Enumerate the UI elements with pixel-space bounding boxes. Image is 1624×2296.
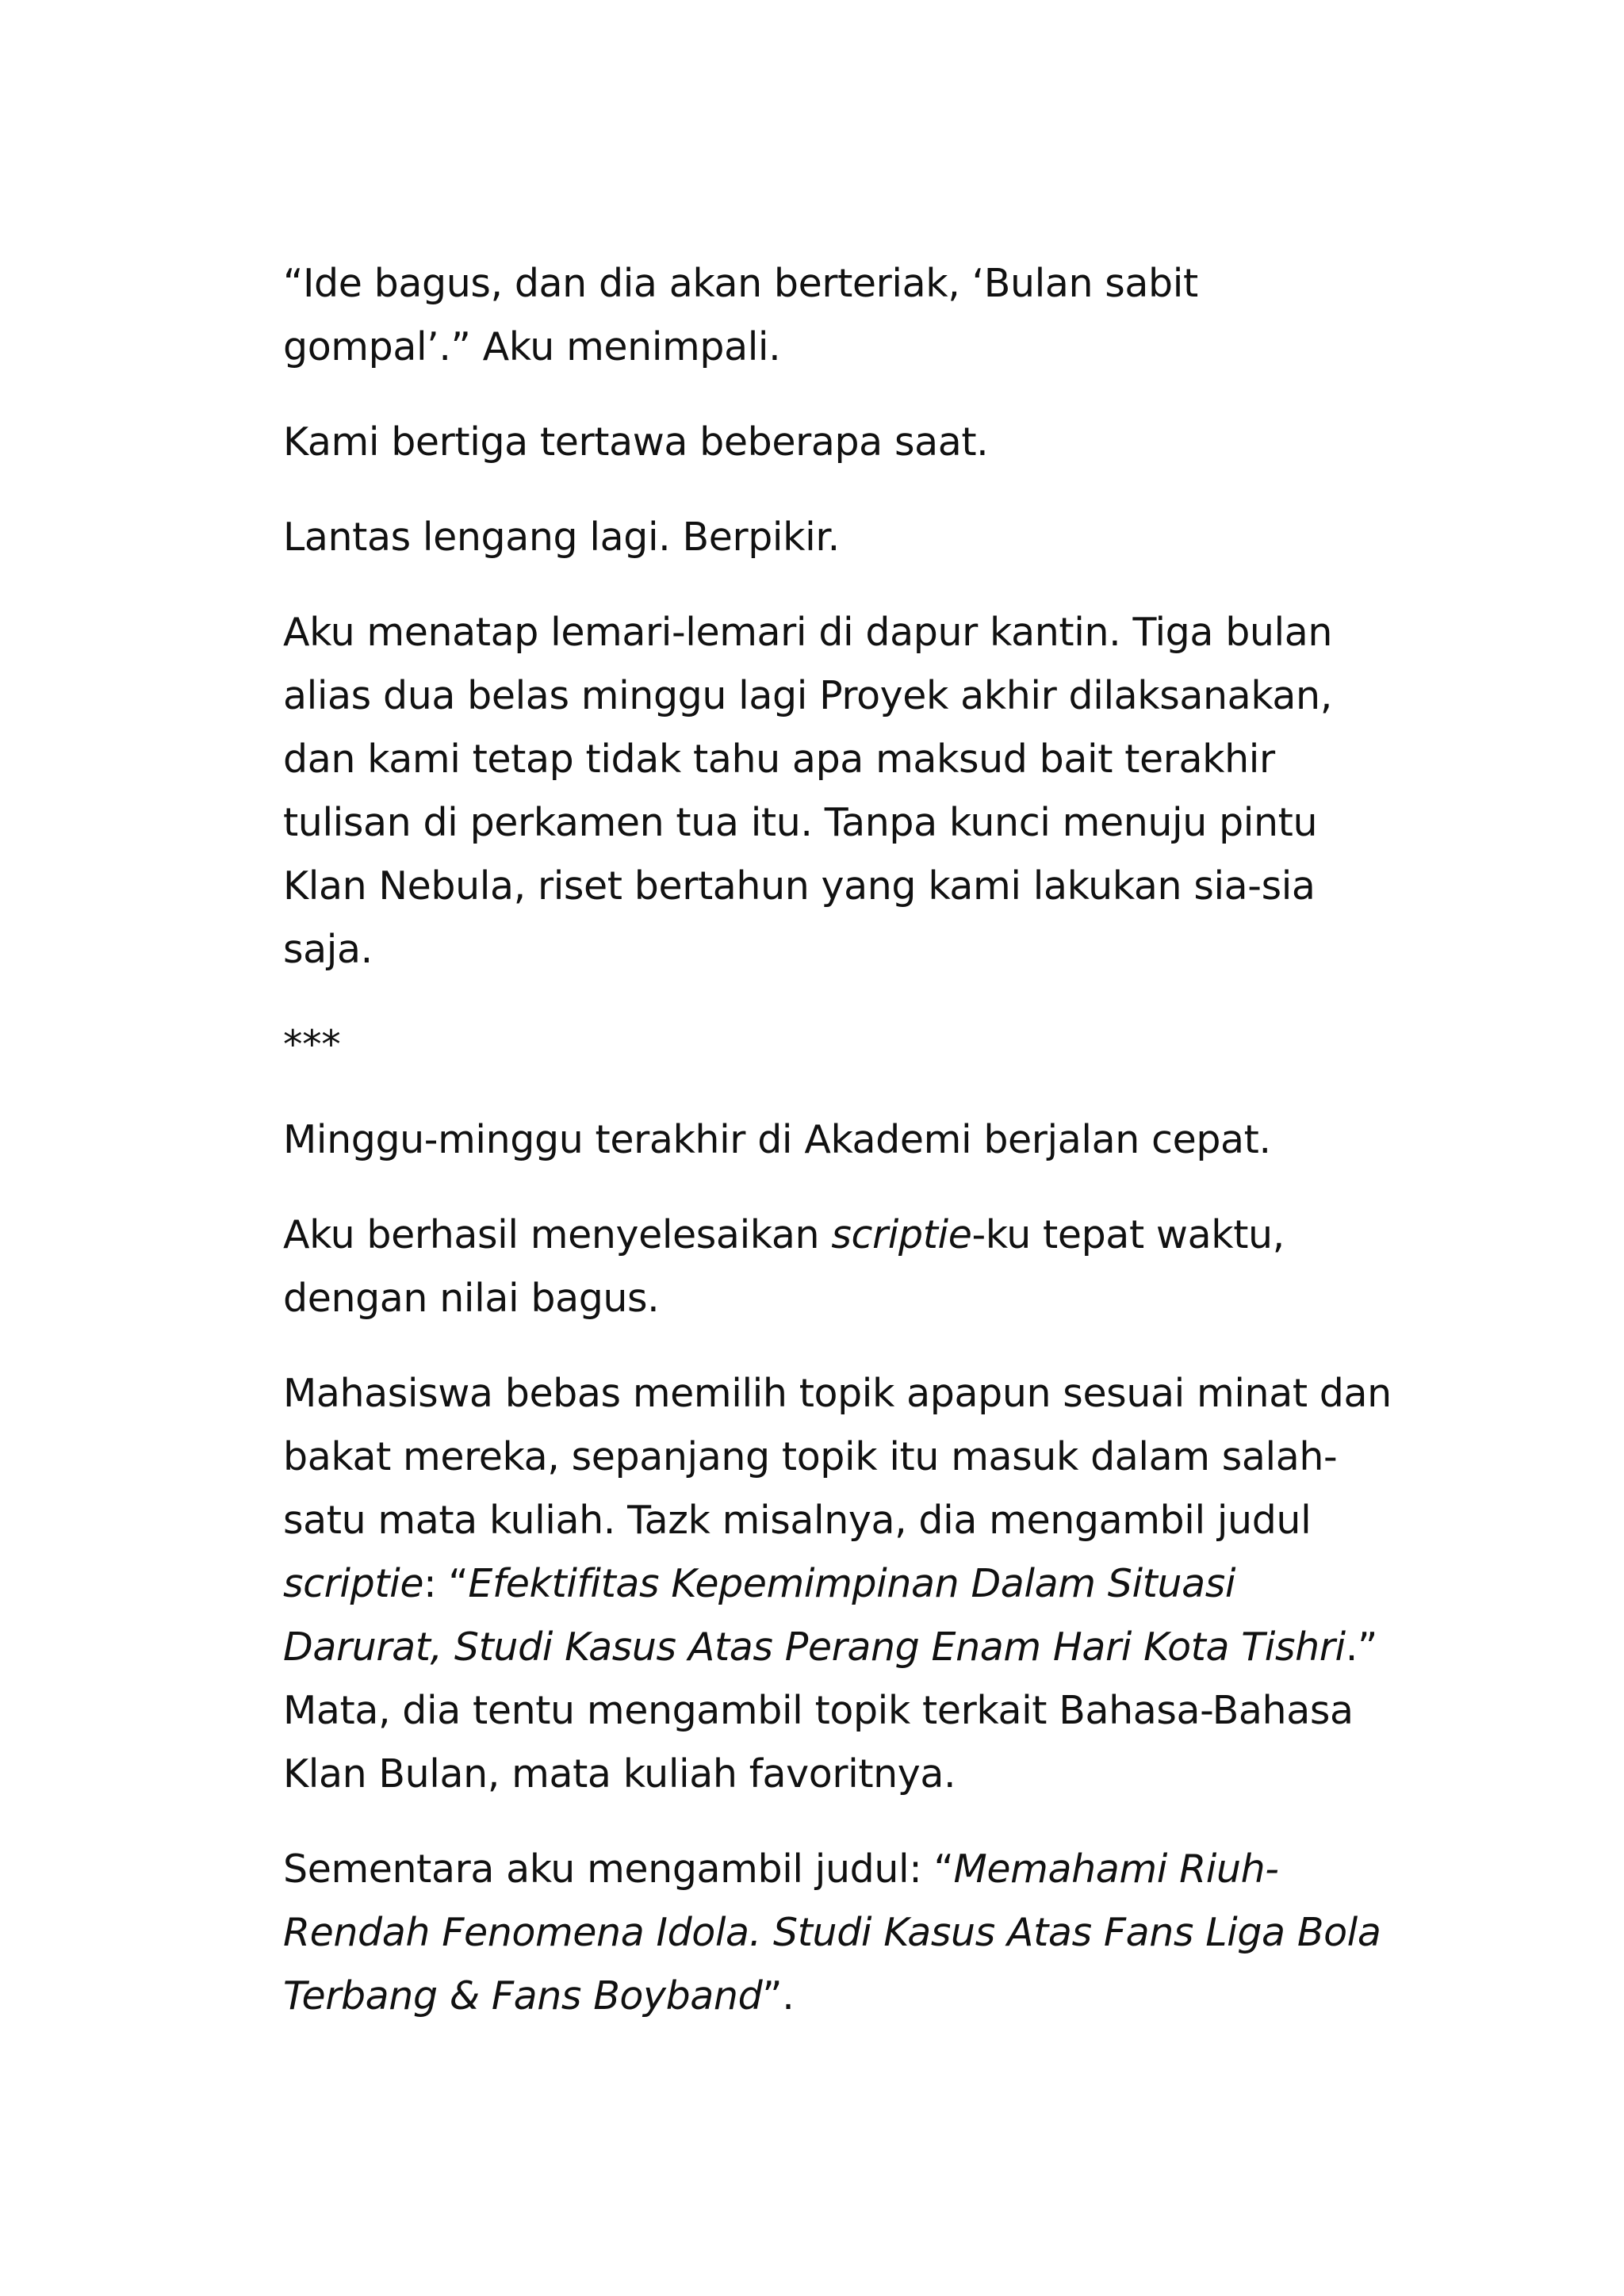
italic-text: scriptie	[831, 1212, 972, 1257]
text-segment: Minggu-minggu terakhir di Akademi berjalan cepat.	[283, 1117, 1271, 1162]
text-segment: -ku tepat waktu, dengan nilai bagus.	[283, 1212, 1285, 1321]
paragraph	[283, 1362, 1393, 1806]
paragraph	[283, 252, 1393, 379]
text-segment: ***	[283, 1022, 341, 1067]
text-segment: Lantas lengang lagi. Berpikir.	[283, 515, 840, 560]
text-segment: : “	[423, 1561, 469, 1606]
paragraph	[283, 601, 1393, 982]
text-segment: Sementara aku mengambil judul: “	[283, 1846, 954, 1892]
text-segment: Mahasiswa bebas memilih topik apapun sesuai minat dan bakat mereka, sepanjang topik itu masuk dalam salah-satu mata kuliah. Tazk misalnya, dia mengambil judul	[283, 1371, 1392, 1543]
text-segment: Aku menatap lemari-lemari di dapur kantin. Tiga bulan alias dua belas minggu lagi Proyek akhir dilaksanakan, dan kami tetap tidak tahu apa maksud bait terakhir tulisan di perkamen tua itu. Tanpa kunci menuju pintu Klan Nebula, riset bertahun yang kami lakukan sia-sia saja.	[283, 610, 1333, 972]
text-segment: ”.	[762, 1973, 795, 2019]
paragraph	[283, 1013, 1393, 1077]
body-text	[283, 252, 1393, 2060]
text-segment: Kami bertiga tertawa beberapa saat.	[283, 419, 989, 465]
italic-text: Memahami Riuh-Rendah Fenomena Idola. Studi Kasus Atas Fans Liga Bola Terbang & Fans Boyband	[283, 1846, 1381, 2019]
paragraph	[283, 1108, 1393, 1172]
text-segment: .” Mata, dia tentu mengambil topik terkait Bahasa-Bahasa Klan Bulan, mata kuliah favoritnya.	[283, 1624, 1377, 1797]
italic-text: Efektifitas Kepemimpinan Dalam Situasi Darurat, Studi Kasus Atas Perang Enam Hari Kota Tishri	[283, 1561, 1346, 1670]
text-segment: Aku berhasil menyelesaikan	[283, 1212, 832, 1257]
paragraph	[283, 1838, 1393, 2028]
paragraph	[283, 411, 1393, 474]
paragraph	[283, 506, 1393, 569]
italic-text: scriptie	[283, 1561, 424, 1606]
paragraph	[283, 1203, 1393, 1330]
text-segment: “Ide bagus, dan dia akan berteriak, ‘Bulan sabit gompal’.” Aku menimpali.	[283, 261, 1198, 369]
